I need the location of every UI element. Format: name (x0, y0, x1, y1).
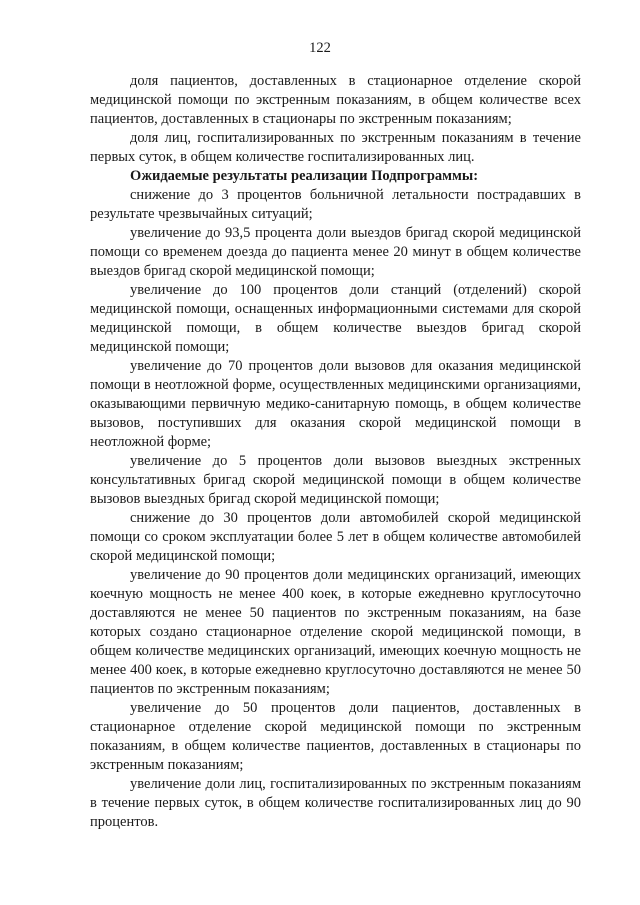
paragraph: доля лиц, госпитализированных по экстренным показаниям в течение первых суток, в общем количестве госпитализированных лиц. (90, 130, 581, 165)
list-item: увеличение до 100 процентов доли станций (отделений) скорой медицинской помощи, оснащенных информационными системами для скорой медицинской помощи, в общем количестве выездов бригад скорой медицинской помощи; (90, 282, 581, 355)
list-item: увеличение доли лиц, госпитализированных по экстренным показаниям в течение первых суток, в общем количестве госпитализированных лиц до 90 процентов. (90, 776, 581, 830)
list-item: увеличение до 70 процентов доли вызовов для оказания медицинской помощи в неотложной форме, осуществленных медицинскими организациями, оказывающими первичную медико-санитарную помощь, в общем количестве вызовов, поступивших для оказания скорой медицинской помощи в неотложной форме; (90, 358, 581, 450)
list-item: увеличение до 5 процентов доли вызовов выездных экстренных консультативных бригад скорой медицинской помощи в общем количестве вызовов выездных бригад скорой медицинской помощи; (90, 453, 581, 507)
list-item: увеличение до 93,5 процента доли выездов бригад скорой медицинской помощи со временем доезда до пациента менее 20 минут в общем количестве выездов бригад скорой медицинской помощи; (90, 225, 581, 279)
list-item: снижение до 3 процентов больничной летальности пострадавших в результате чрезвычайных ситуаций; (90, 187, 581, 222)
section-heading: Ожидаемые результаты реализации Подпрограммы: (130, 168, 479, 184)
document-body (90, 72, 581, 832)
paragraph: доля пациентов, доставленных в стационарное отделение скорой медицинской помощи по экстренным показаниям, в общем количестве всех пациентов, доставленных в стационары по экстренным показаниям; (90, 73, 581, 127)
list-item: снижение до 30 процентов доли автомобилей скорой медицинской помощи со сроком эксплуатации более 5 лет в общем количестве автомобилей скорой медицинской помощи; (90, 510, 581, 564)
list-item: увеличение до 50 процентов доли пациентов, доставленных в стационарное отделение скорой медицинской помощи по экстренным показаниям, в общем количестве пациентов, доставленных в стационары по экстренным показаниям; (90, 700, 581, 773)
list-item: увеличение до 90 процентов доли медицинских организаций, имеющих коечную мощность не менее 400 коек, в которые ежедневно круглосуточно доставляются не менее 50 пациентов по экстренным показаниям, на базе которых создано стационарное отделение скорой медицинской помощи, в общем количестве медицинских организаций, имеющих коечную мощность не менее 400 коек, в которые ежедневно круглосуточно доставляются не менее 50 пациентов по экстренным показаниям; (90, 567, 581, 697)
page-number: 122 (309, 40, 331, 56)
